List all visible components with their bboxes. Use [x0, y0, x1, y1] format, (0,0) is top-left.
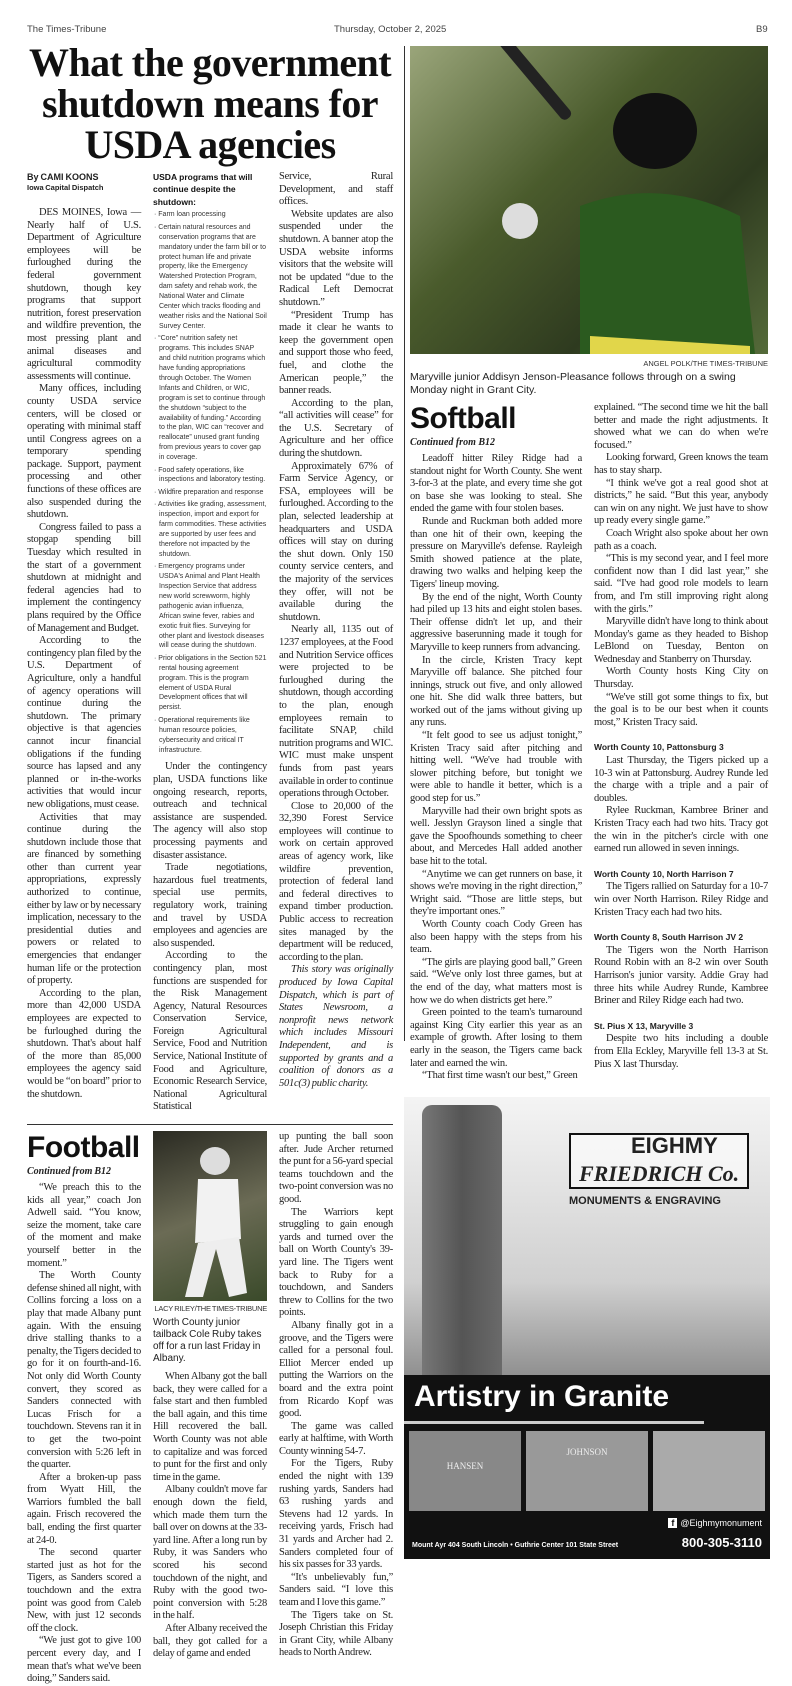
softball-photo	[410, 46, 768, 354]
sidebar-item: · Activities like grading, assessment, inspection, import and export for farm commodities. These activities are supported by user fees and therefore not impacted by the shutdown.	[154, 501, 267, 558]
result-heading: Worth County 10, Pattonsburg 3	[594, 742, 724, 753]
paragraph: Leadoff hitter Riley Ridge had a standout night for Worth County. She went 3-for-3 at the plate, and every time she got on base she was looking to steal. She ended the game with four stolen bases.	[410, 453, 582, 515]
football-photo	[153, 1131, 267, 1301]
sidebar-item: · Operational requirements like human resource policies, cybersecurity and critical IT infrastructure.	[154, 716, 250, 754]
sidebar-item: · Food safety operations, like inspections and laboratory testing.	[154, 466, 266, 484]
football-caption: Worth County junior tailback Cole Ruby takes off for a run last Friday in Albany.	[153, 1317, 262, 1365]
paragraph: “This is my second year, and I feel more confident now than I did last year,” she said. “I've had good role models to learn from, and I'm still improving right along with the girls.”	[594, 553, 768, 615]
paragraph: Green pointed to the team's turnaround against King City earlier this year as an example of growth. After losing to them early in the season, the Tigers came back later and earned the win.	[410, 1007, 582, 1069]
paragraph: “Anytime we can get runners on base, it shows we're moving in the right direction,” Wright said. “Those are little steps, but they're important ones.”	[410, 868, 582, 918]
football-article	[27, 1131, 393, 1686]
paragraph: Worth County coach Cody Green has also been happy with the steps from his team.	[410, 918, 582, 956]
football-column-2	[153, 1131, 267, 1661]
softball-title: Softball	[410, 402, 516, 435]
softball-caption: Maryville junior Addisyn Jenson-Pleasance follows through on a swing Monday night in Grant City.	[410, 371, 736, 396]
paragraph: After Albany received the ball, they got called for a delay of game and ended	[153, 1622, 267, 1660]
usda-sidebar	[153, 171, 267, 755]
paragraph: Nearly all, 1135 out of 1237 employees, at the Food and Nutrition Service offices were projected to be furloughed during the shutdown, though according to the plan, enough employees remain to facilitate SNAP, child nutrition programs and WIC. WIC must make unspent funds from past years available in order to continue operations through October.	[279, 624, 393, 800]
paragraph: According to the contingency plan, most functions are suspended for the Risk Management Agency, Natural Resources Conservation Service, Foreign Agricultural Service, Food and Nutrition Service, National Institute of Food and Agriculture, Economic Research Service, National Agricultural Statistical	[153, 950, 267, 1113]
paragraph: Worth County hosts King City on Thursday.	[594, 666, 768, 691]
paragraph: “President Trump has made it clear he wants to keep the government open and support those who feed, fuel, and clothe the American people,” the banner reads.	[279, 309, 393, 397]
paragraph: Close to 20,000 of the 32,390 Forest Service employees will continue to work on certain approved areas of agency work, like wildfire prevention, protection of federal land and federal directives to expand timber production. Public access to recreation sites managed by the department will be reduced, according to the plan.	[279, 800, 393, 963]
paragraph: The Tigers won the North Harrison Round Robin with an 8-2 win over South Harrison's junior varsity. Addie Gray had three hits while Audrey Runde, Kambree Briner and Riley Ridge each had two.	[594, 944, 768, 1007]
sidebar-item-text: Activities like grading, assessment, inspection, import and export for farm commodities. These activities are supported by user fees and therefore not impacted by the shutdown.	[157, 501, 267, 558]
issue-date: Thursday, October 2, 2025	[334, 24, 447, 35]
sidebar-item: · Farm loan processing	[154, 211, 226, 219]
continued-label: Continued from B12	[27, 1166, 112, 1178]
byline-outlet: Iowa Capital Dispatch	[27, 183, 104, 192]
result-heading: St. Pius X 13, Maryville 3	[594, 1020, 694, 1031]
sidebar-item-text: Prior obligations in the Section 521 rental housing agreement program. This is the program element of USDA Rural Development offices that will persist.	[158, 654, 267, 712]
paragraph: “We've still got some things to fix, but the goal is to be our best when it counts most,” Kristen Tracy said.	[594, 691, 768, 728]
sidebar-item-text: “Core” nutrition safety net programs. This includes SNAP and child nutrition programs which have funding appropriations through October. The Women Infants and Children, or WIC, program is set to continue through the shutdown “subject to the availability of funding.” According to the plan, WIC can “recover and reallocate” unused grant funding from previous years to cover gap in coverage.	[158, 335, 266, 462]
usda-headline: What the government shutdown means for USDA agencies	[29, 40, 391, 167]
paragraph: Last Thursday, the Tigers picked up a 10-3 win at Pattonsburg. Audrey Runde led the charge with a triple and a pair of doubles.	[594, 755, 768, 804]
paragraph: Coach Wright also spoke about her own path as a coach.	[594, 527, 768, 552]
logo-line-2: FRIEDRICH Co.	[579, 1160, 740, 1186]
paragraph: Runde and Ruckman both added more than one hit of their own, keeping the pressure on Maryville's defense. Rayleigh Smith showed patience at the plate, drawing two walks and helping keep the Tigers' lineup moving.	[410, 515, 582, 590]
paragraph: The second quarter started just as hot for the Tigers, as Sanders scored a touchdown and the extra point was good from Caleb New, with just 12 seconds off the clock.	[27, 1547, 141, 1634]
paragraph: Albany couldn't move far enough down the field, which made them turn the ball over on downs at the 33-yard line. After a long run by Ruby, it was Sanders who scored his second touchdown of the night, and Ruby with the good two-point conversion with 5:28 in the half.	[153, 1484, 267, 1622]
column-divider	[404, 46, 405, 1041]
paper-name: The Times-Tribune	[27, 24, 107, 35]
sidebar-item: · Emergency programs under USDA's Animal and Plant Health Inspection Service that address new world screwworm, highly pathogenic avian influenza, African swine fever, rabies and exotic fruit flies. Surveying for other plant and livestock diseases will cease during the shutdown.	[154, 563, 265, 650]
usda-column-1	[27, 171, 141, 1101]
paragraph: The Tigers take on St. Joseph Christian this Friday in Grant City, while Albany heads to North Andrew.	[279, 1609, 393, 1659]
paragraph: Looking forward, Green knows the team has to stay sharp.	[594, 452, 768, 476]
sidebar-item-text: Operational requirements like human resource policies, cybersecurity and critical IT infrastructure.	[158, 716, 250, 754]
paragraph: “It felt good to see us adjust tonight,” Kristen Tracy said after pitching and hitting well. “We've had trouble with slower pitching before, but tonight we were able to handle it better, which is a good step for us.”	[410, 730, 582, 805]
paragraph: “I think we've got a real good shot at districts,” he said. “But this year, anybody can win on any night. We just have to show up ready every single game.”	[594, 477, 768, 527]
paragraph: “We just got to give 100 percent every day, and I mean that's what we've been doing,” Sanders said.	[27, 1635, 141, 1685]
runner-silhouette	[153, 1131, 267, 1301]
paragraph: According to the plan, more than 42,000 USDA employees are expected to be furloughed during the shutdown. That's about half of the more than 85,000 employees the agency said would be “on board” prior to the shutdown.	[27, 987, 141, 1100]
usda-column-2	[153, 171, 267, 1114]
batter-silhouette	[410, 46, 768, 354]
softball-article	[410, 402, 768, 1083]
paragraph: “We preach this to the kids all year,” coach Jon Adwell said. “You know, seize the moment, take care of the moment and make yourself better in the moment.”	[27, 1182, 141, 1269]
paragraph: Congress failed to pass a stopgap spending bill Tuesday which resulted in the start of a government shutdown at midnight and federal agencies had to implement the contingency plans required by the Office of Management and Budget.	[27, 521, 141, 634]
paragraph: Approximately 67% of Farm Service Agency, or FSA, employees will be furloughed. According to the plan, selected leadership at headquarters and USDA offices will stay on during the shut down. Only 150 county service centers, and the majority of the services they offer, will not be available during the shutdown.	[279, 460, 393, 623]
paragraph: In the circle, Kristen Tracy kept Maryville off balance. She pitched four innings, struck out five, and only allowed one hit. She did walk three batters, but worked out of the jams without giving up any runs.	[410, 654, 582, 729]
monument-ad	[404, 1097, 770, 1559]
sidebar-item: · “Core” nutrition safety net programs. This includes SNAP and child nutrition programs which have funding appropriations through October. The Women Infants and Children, or WIC, program is set to continue through the shutdown “subject to the availability of funding.” According to the plan, WIC can “recover and reallocate” unused grant funding from previous years to cover gap in coverage.	[154, 335, 266, 462]
logo-line-1: EIGHMY	[631, 1132, 718, 1158]
result-heading: Worth County 8, South Harrison JV 2	[594, 932, 744, 943]
paragraph: Under the contingency plan, USDA functions like ongoing research, reports, outreach and technical assistance are suspended. The agency will also stop processing payments and disaster assistance.	[153, 761, 267, 861]
paragraph: Maryville had their own bright spots as well. Jesslyn Grayson lined a single that gave the Spoofhounds something to cheer about, and Mercedes Hall added another base hit to the total.	[410, 805, 582, 867]
paragraph: For the Tigers, Ruby ended the night with 139 rushing yards, Sanders had 63 rushing yards and Stevens had 12 yards. In receiving yards, Frisch had 31 yards and Archer had 2. Sanders completed four of his six passes for 33 yards.	[279, 1458, 393, 1571]
paragraph: explained. “The second time we hit the ball better and made the right adjustments. It showed what we can do when we're focused.”	[594, 402, 768, 451]
engraver-photo	[653, 1431, 765, 1511]
paragraph: Many offices, including county USDA service centers, will be closed or operating with minimal staff until Congress agrees on a temporary spending package. Support, payment processing and other functions of these offices are also suspended during the shutdown.	[27, 383, 141, 521]
football-column-3	[279, 1131, 393, 1660]
paragraph: up punting the ball soon after. Jude Archer returned the punt for a 56-yard special teams touchdown and the two-point conversion was no good.	[279, 1131, 393, 1206]
facebook-icon: f	[668, 1518, 677, 1528]
softball-column-1	[410, 402, 582, 1083]
section-divider	[27, 1124, 393, 1125]
paragraph: After a broken-up pass from Wyatt Hill, the Warriors fumbled the ball again. Frisch recovered the ball, ending the first quarter at 24-0.	[27, 1471, 141, 1546]
usda-column-3	[279, 171, 393, 1090]
page-number: B9	[756, 24, 768, 35]
left-section	[27, 42, 393, 1686]
ad-rule	[404, 1421, 704, 1424]
paragraph: “That first time wasn't our best,” Green	[422, 1070, 578, 1082]
football-column-1	[27, 1131, 141, 1686]
ad-phone[interactable]: 800-305-3110	[681, 1534, 762, 1550]
paragraph: “It's unbelievably fun,” Sanders said. “I love this team and I love this game.”	[279, 1571, 393, 1609]
paragraph: The Worth County defense shined all night, with Collins forcing a loss on a play that made Albany punt again. With the ensuing drive stalling thanks to a penalty, the Tigers decided to go for it on fourth-and-16. Not only did Worth County convert, they scored as Sanders connected with Lucas Frisch for a touchdown. Stevens ran it in to get the two-point conversion with 5:26 left in the quarter.	[27, 1270, 141, 1471]
paragraph: DES MOINES, Iowa — Nearly half of U.S. Department of Agriculture employees will be furloughed during the federal government shutdown, though key programs that support nutrition, forest preservation and wildfire prevention, the most pressing plant and animal diseases and agricultural commodity assessments will continue.	[27, 207, 141, 382]
sidebar-item-text: Certain natural resources and conservation programs that are mandatory under the farm bill or to protect human life and private property, like the Emergency Watershed Protection Program, dam safety and rehab work, the National Water and Climate Center which tracks flooding and weather risks and the National Soil Survey Center.	[158, 223, 267, 330]
paragraph: Despite two hits including a double from Ella Eckley, Maryville fell 13-3 at St. Pius X last Thursday.	[594, 1033, 768, 1070]
paragraph: The Warriors kept struggling to gain enough yards and turned over the ball on Worth County's 39-yard line. The Tigers went back to Ruby for a touchdown, and Sanders threw to Collins for the two points.	[279, 1206, 393, 1319]
hansen-monument-photo: HANSEN	[409, 1431, 521, 1511]
continued-label: Continued from B12	[410, 437, 496, 448]
sidebar-title: USDA programs that will continue despite the shutdown:	[153, 172, 253, 207]
tree-monument	[422, 1105, 502, 1375]
ad-slogan: Artistry in Granite	[414, 1379, 670, 1413]
football-photo-credit: LACY RILEY/THE TIMES-TRIBUNE	[154, 1304, 267, 1314]
facebook-handle: @Eighmymonument	[680, 1517, 762, 1528]
sidebar-item-text: Emergency programs under USDA's Animal and Plant Health Inspection Service that address new world screwworm, highly pathogenic avian influenza, African swine fever, rabies and exotic fruit flies. Surveying for other plant and livestock diseases will cease during the shutdown.	[158, 563, 265, 650]
football-title: Football	[27, 1131, 140, 1165]
result-heading: Worth County 10, North Harrison 7	[594, 868, 734, 879]
softball-column-2	[594, 402, 768, 1071]
story-tagline: This story was originally produced by Iowa Capital Dispatch, which is part of States Newsroom, a nonprofit news network which includes Missouri Independent, and is supported by grants and a coalition of donors as a 501c(3) public charity.	[279, 964, 393, 1089]
paragraph: Trade negotiations, hazardous fuel treatments, special use permits, regulatory work, training and travel by USDA employees and agencies are also suspended.	[153, 862, 267, 949]
paragraph: Rylee Ruckman, Kambree Briner and Kristen Tracy each had two hits. Tracy got the win in the pitcher's circle with one earned run allowed in seven innings.	[594, 805, 768, 855]
paragraph: By the end of the night, Worth County had piled up 13 hits and eight stolen bases. Their offense didn't let up, and their aggressive baserunning made it tough for Maryville to keep runners from advancing.	[410, 591, 582, 653]
sidebar-item-text: Food safety operations, like inspections and laboratory testing.	[158, 466, 266, 484]
johnson-bench-photo: JOHNSON	[526, 1431, 648, 1511]
paragraph: Maryville didn't have long to think about Monday's game as they headed to Bishop LeBlond on Tuesday, Benton on Wednesday and Stanberry on Thursday.	[594, 616, 768, 665]
ad-addresses: Mount Ayr 404 South Lincoln • Guthrie Center 101 State Street	[412, 1541, 619, 1549]
ad-tagline: MONUMENTS & ENGRAVING	[569, 1194, 721, 1207]
paragraph: Service, Rural Development, and staff offices.	[279, 171, 393, 208]
sidebar-item: · Wildfire preparation and response	[154, 488, 264, 496]
byline: By CAMI KOONS	[27, 172, 99, 182]
softball-photo-credit: ANGEL POLK/THE TIMES-TRIBUNE	[643, 359, 768, 368]
right-section	[410, 46, 768, 1559]
sidebar-item: · Certain natural resources and conservation programs that are mandatory under the farm bill or to protect human life and private property, like the Emergency Watershed Protection Program, dam safety and rehab work, the National Water and Climate Center which tracks flooding and weather risks and the National Soil Survey Center.	[154, 223, 267, 330]
paragraph: Activities that may continue during the shutdown include those that are financed by something other than current year appropriations, expressly authorized to continue, either by law or by necessary implication, necessary to the presidential duties and powers or related to emergencies that endanger human life or the protection of property.	[27, 811, 141, 987]
paragraph: Albany finally got in a groove, and the Tigers were called for a personal foul. Elliot Mercer ended up putting the Warriors on the board and the extra point from Ricardo Kopf was good.	[279, 1319, 393, 1420]
paragraph: According to the contingency plan filed by the U.S. Department of Agriculture, only a handful of agency operations will continue during the shutdown. The primary objective is that agencies cannot incur financial obligations if the funding source has lapsed and any planned or in-the-works activities that would incur new obligations, must cease.	[27, 635, 141, 810]
paragraph: According to the plan, “all activities will cease” for the U.S. Secretary of Agriculture and her office during the shutdown.	[279, 397, 393, 460]
sidebar-item-text: Farm loan processing	[158, 211, 226, 219]
facebook-link[interactable]	[668, 1517, 762, 1529]
paragraph: Website updates are also suspended under the shutdown. A banner atop the USDA website informs visitors that the website will not be updated “due to the Radical Left Democrat shutdown.”	[279, 208, 393, 308]
sidebar-item-text: Wildfire preparation and response	[158, 488, 264, 496]
paragraph: When Albany got the ball back, they were called for a false start and then fumbled the ball again, and this time Hill recovered the ball. Worth County was not able to capitalize and was forced to punt for the first and only time in the game.	[153, 1371, 267, 1483]
sidebar-item: · Prior obligations in the Section 521 rental housing agreement program. This is the program element of USDA Rural Development offices that will persist.	[154, 654, 267, 712]
paragraph: The Tigers rallied on Saturday for a 10-7 win over North Harrison. Riley Ridge and Kristen Tracy each had two hits.	[594, 881, 768, 918]
paragraph: The game was called early at halftime, with Worth County winning 54-7.	[279, 1420, 393, 1457]
paragraph: “The girls are playing good ball,” Green said. “We've only lost three games, but at the end of the day, what matters most is how we do when districts get here.”	[410, 956, 582, 1006]
usda-article	[27, 171, 393, 1114]
ad-logo	[569, 1133, 749, 1189]
